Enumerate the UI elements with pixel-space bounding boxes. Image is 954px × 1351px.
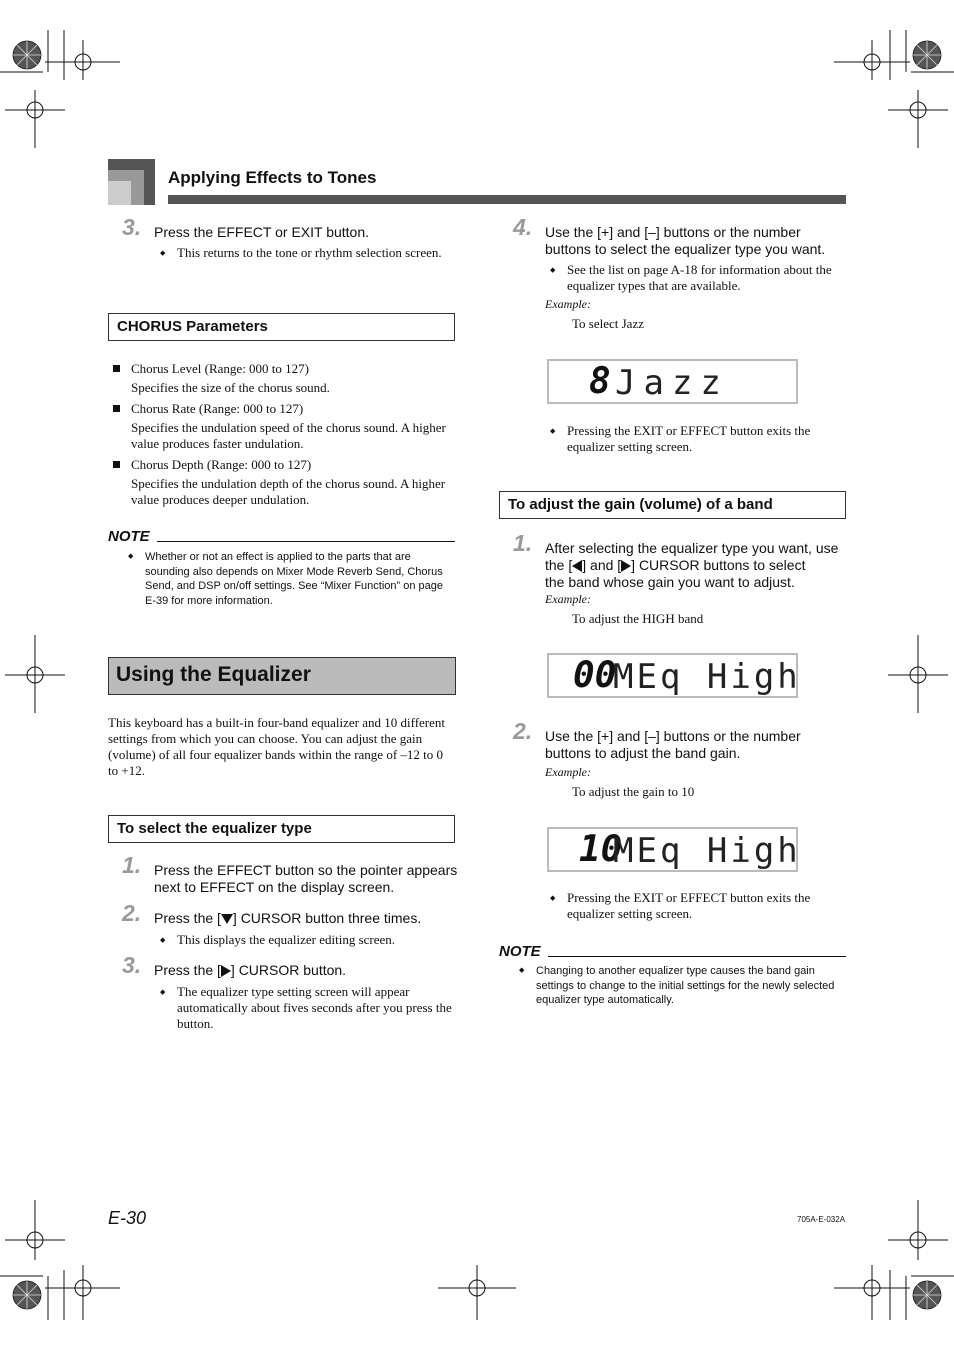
bullet-text: ◆ This returns to the tone or rhythm selection screen. [177,245,447,261]
chorus-item-desc: Specifies the undulation speed of the chorus sound. A higher value produces faster undulation. [131,420,446,451]
step-text-mid: ] and [ [582,557,622,573]
page-header-title: Applying Effects to Tones [168,168,377,187]
step-text-post: ] CURSOR buttons to select [631,557,806,573]
step-text-pre: Press the [ [154,910,221,926]
chorus-item-desc: Specifies the size of the chorus sound. [131,380,330,395]
note-label: NOTE [499,943,541,960]
step-number: 3. [122,952,142,978]
note-rule [157,541,455,542]
bullet-text: ◆ This displays the equalizer editing screen. [177,932,447,948]
note-text: ◆ Changing to another equalizer type causes the band gain settings to change to the initial settings for the newly selected equalizer type automatically. [536,964,846,1008]
lcd-number: 10 [579,829,623,870]
step-number: 2. [513,718,533,744]
lcd-text: MEq High [613,831,801,871]
lcd-text: MEq High [613,657,801,697]
step-text-post: ] CURSOR button three times. [232,910,422,926]
chorus-parameters-heading: CHORUS Parameters [108,313,455,341]
select-eq-heading: To select the equalizer type [108,815,455,843]
bullet-text: ◆ See the list on page A-18 for information about the equalizer types that are available. [567,262,842,294]
note-label: NOTE [108,528,150,545]
step-text-pre: the [ [545,557,573,573]
example-desc: To select Jazz [572,316,644,331]
chorus-item-label: Chorus Rate (Range: 000 to 127) [131,401,451,417]
header-corner-graphic [108,159,155,205]
step-text-line [545,557,850,574]
bullet-text: ◆ Pressing the EXIT or EFFECT button exits the equalizer setting screen. [567,423,842,455]
step-number: 4. [513,214,533,240]
lcd-display-gain-10 [547,827,801,872]
example-label: Example: [545,297,591,311]
step-text [154,962,459,979]
note-text: ◆ Whether or not an effect is applied to the parts that are sounding also depends on Mixer Mode Reverb Send, Chorus Send, and DSP on/off settings. See “Mixer Function” on page E-39 for more information. [145,550,450,608]
step-text [154,910,459,927]
step-text: Press the EFFECT button so the pointer appears next to EFFECT on the display screen. [154,862,458,895]
cursor-right-icon [621,560,631,572]
bullet-text: ◆ The equalizer type setting screen will appear automatically about fives seconds after you press the button. [177,984,455,1032]
step-number: 1. [122,852,142,878]
cursor-right-icon [221,965,231,977]
step-text-post: ] CURSOR button. [230,962,347,978]
example-label: Example: [545,592,591,606]
lcd-number: 8 [589,361,611,402]
step-text: Use the [+] and [–] buttons or the number buttons to adjust the band gain. [545,728,801,761]
adjust-gain-heading: To adjust the gain (volume) of a band [499,491,846,519]
page-number: E-30 [108,1208,147,1228]
section-title: Using the Equalizer [116,663,311,686]
lcd-display-jazz [547,359,798,404]
intro-paragraph: This keyboard has a built-in four-band equalizer and 10 different settings from which you can choose. You can adjust the gain (volume) of all four equalizer bands within the range of –12 to 0 to +12. [108,715,446,778]
step-number: 1. [513,530,533,556]
step-number: 2. [122,900,142,926]
chorus-item-label: Chorus Level (Range: 000 to 127) [131,361,451,377]
lcd-display-high-band [547,653,801,698]
lcd-text: Jazz [615,363,729,403]
chorus-item-desc: Specifies the undulation depth of the chorus sound. A higher value produces deeper undulation. [131,476,446,507]
cursor-down-icon [221,914,233,924]
step-text: Press the EFFECT or EXIT button. [154,224,370,240]
note-rule [548,956,846,957]
step-text [545,540,850,591]
lcd-number: 00 [573,655,617,696]
step-text: Use the [+] and [–] buttons or the number buttons to select the equalizer type you want. [545,224,826,257]
step-text-line: the band whose gain you want to adjust. [545,574,795,590]
document-code: 705A-E-032A [797,1215,846,1224]
bullet-text: ◆ Pressing the EXIT or EFFECT button exits the equalizer setting screen. [567,890,842,922]
example-label: Example: [545,765,591,779]
step-text-line: After selecting the equalizer type you want, use [545,540,839,556]
example-desc: To adjust the gain to 10 [572,784,695,799]
section-title-box [108,657,456,695]
cursor-left-icon [572,560,582,572]
step-text-pre: Press the [ [154,962,221,978]
example-desc: To adjust the HIGH band [572,611,704,626]
header-rule [168,195,846,204]
chorus-item-label: Chorus Depth (Range: 000 to 127) [131,457,451,473]
step-number: 3. [122,214,142,240]
